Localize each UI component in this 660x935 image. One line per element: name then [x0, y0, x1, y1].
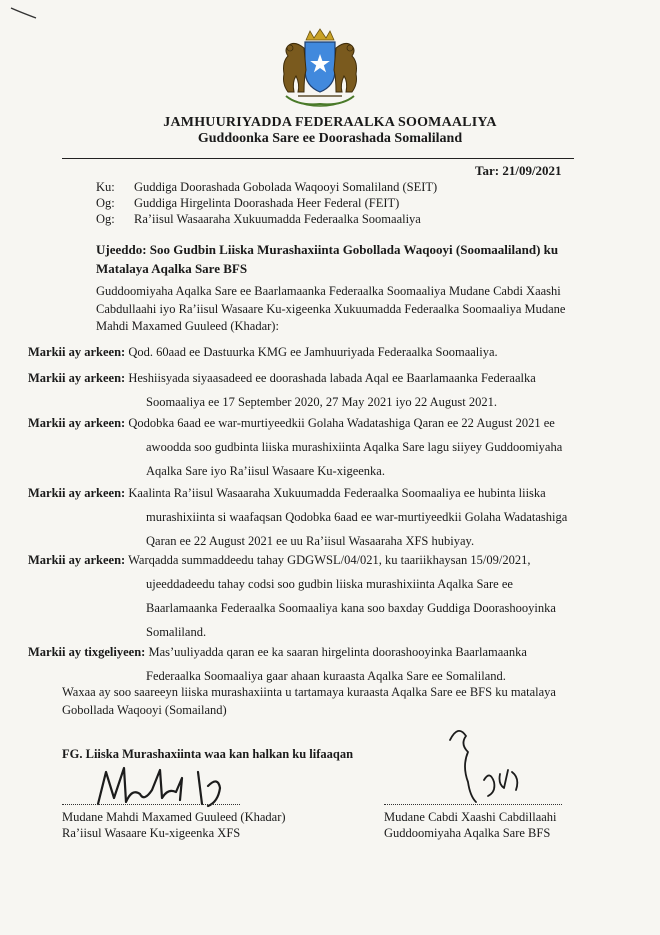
signatory-left [62, 809, 286, 841]
intro-paragraph [96, 283, 566, 336]
preamble-clause [28, 481, 588, 553]
recipient-line [96, 196, 399, 211]
clause-text: Qaran ee 22 August 2021 ee uu Ra’iisul Wasaaraha XFS hubiyay. [146, 534, 475, 548]
closing-paragraph [62, 684, 562, 719]
recipient-label: Og: [96, 212, 115, 226]
closing-line: Waxaa ay soo saareeyn liiska murashaxiinta u tartamaya kuraasta Aqalka Sare ee BFS ku matalaya [62, 685, 556, 699]
recipient-line [96, 212, 421, 227]
signature-line-right [384, 804, 562, 805]
signatory-title: Guddoomiyaha Aqalka Sare BFS [384, 826, 551, 840]
clause-text: Somaliland. [146, 625, 207, 639]
recipient-text: Ra’iisul Wasaaraha Xukuumadda Federaalka Soomaaliya [134, 212, 421, 226]
clause-key: Markii ay arkeen: [28, 553, 126, 567]
clause-text: Baarlamaanka Federaalka Soomaaliya kana soo baxday Guddiga Doorashooyinka [146, 601, 556, 615]
subject [96, 240, 586, 278]
signature-left-icon [68, 758, 258, 814]
recipient-text: Guddiga Hirgelinta Doorashada Heer Federal (FEIT) [134, 196, 400, 210]
subject-line: Ujeeddo: Soo Gudbin Liiska Murashaxiinta Gobollada Waqooyi (Soomaaliland) ku [96, 242, 559, 257]
recipient-text: Guddiga Doorashada Gobolada Waqooyi Somaliland (SEIT) [134, 180, 438, 194]
clause-text: Kaalinta Ra’iisul Wasaaraha Xukuumadda Federaalka Soomaaliya ee hubinta liiska [128, 486, 546, 500]
recipient-line [96, 180, 437, 195]
preamble-clause [28, 411, 588, 483]
recipient-label: Ku: [96, 180, 115, 194]
clause-key: Markii ay tixgeliyeen: [28, 645, 146, 659]
clause-key: Markii ay arkeen: [28, 486, 126, 500]
signature-right-icon [440, 722, 540, 816]
clause-text: Warqadda summaddeedu tahay GDGWSL/04/021, ku taariikhaysan 15/09/2021, [128, 553, 531, 567]
clause-text: awoodda soo gudbinta liiska murashixiinta Aqalka Sare lagu siiyey Guddoomiyaha [146, 440, 563, 454]
clause-text: Heshiisyada siyaasadeed ee doorashada labada Aqal ee Baarlamaanka Federaalka [128, 371, 536, 385]
subject-line: Matalaya Aqalka Sare BFS [96, 261, 248, 276]
header-divider [62, 158, 574, 159]
clause-key: Markii ay arkeen: [28, 371, 126, 385]
somalia-coat-of-arms-icon [268, 26, 372, 112]
header-republic: JAMHUURIYADDA FEDERAALKA SOOMAALIYA [163, 115, 497, 130]
corner-mark-icon [10, 6, 38, 20]
clause-text: ujeeddadeedu tahay codsi soo gudbin liiska murashixiinta Aqalka Sare ee [146, 577, 513, 591]
preamble-clause [28, 366, 588, 414]
signatory-name: Mudane Cabdi Xaashi Cabdillaahi [384, 810, 557, 824]
signatory-right [384, 809, 557, 841]
clause-key: Markii ay arkeen: [28, 416, 126, 430]
intro-line: Guddoomiyaha Aqalka Sare ee Baarlamaanka Federaalka Soomaaliya Mudane Cabdi Xaashi [96, 284, 561, 298]
clause-text: murashixiinta si waafaqsan Qodobka 6aad ee war-murtiyeedkii Golaha Wadatashiga [146, 510, 568, 524]
preamble-clause [28, 640, 588, 688]
signatory-title: Ra’iisul Wasaare Ku-xigeenka XFS [62, 826, 241, 840]
clause-text: Federaalka Soomaaliya gaar ahaan kuraasta Aqalka Sare ee Somaliland. [146, 669, 506, 683]
preamble-clause [28, 340, 588, 364]
clause-text: Mas’uuliyadda qaran ee ka saaran hirgelinta doorashooyinka Baarlamaanka [148, 645, 527, 659]
clause-key: Markii ay arkeen: [28, 345, 126, 359]
letter-date: Tar: 21/09/2021 [475, 163, 562, 178]
recipient-label: Og: [96, 196, 115, 210]
clause-text: Soomaaliya ee 17 September 2020, 27 May 2021 iyo 22 August 2021. [146, 395, 498, 409]
clause-text: Qodobka 6aad ee war-murtiyeedkii Golaha Wadatashiga Qaran ee 22 August 2021 ee [128, 416, 555, 430]
attachment-note: FG. Liiska Murashaxiinta waa kan halkan ku lifaaqan [62, 747, 354, 761]
clause-text: Aqalka Sare iyo Ra’iisul Wasaare Ku-xigeenka. [146, 464, 385, 478]
signatory-name: Mudane Mahdi Maxamed Guuleed (Khadar) [62, 810, 286, 824]
intro-line: Cabdullaahi iyo Ra’iisul Wasaare Ku-xigeenka Xukuumadda Federaalka Soomaaliya Mudane [96, 301, 566, 316]
clause-text: Qod. 60aad ee Dastuurka KMG ee Jamhuuriyada Federaalka Soomaaliya. [128, 345, 498, 359]
closing-line: Gobollada Waqooyi (Somailand) [62, 702, 227, 717]
preamble-clause [28, 548, 588, 644]
intro-line: Mahdi Maxamed Guuleed (Khadar): [96, 319, 279, 333]
signature-line-left [62, 804, 240, 805]
header-office: Guddoonka Sare ee Doorashada Somaliland [197, 131, 463, 146]
